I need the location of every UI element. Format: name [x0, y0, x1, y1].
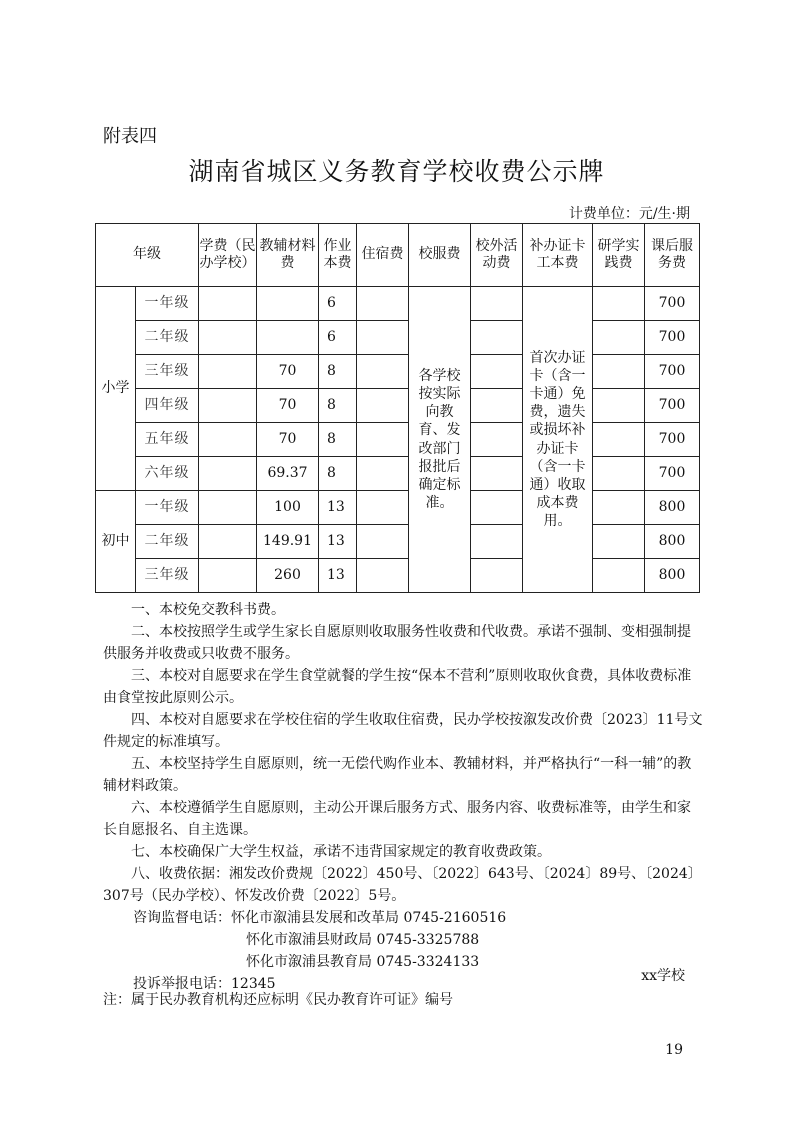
activity-cell: [471, 355, 523, 389]
card-note: 首次办证卡（含一卡通）免费，遗失或损坏补办证卡（含一卡通）收取成本费用。: [523, 287, 593, 593]
note-item: 七、本校确保广大学生权益，承诺不违背国家规定的教育收费政策。: [131, 844, 551, 860]
tuition-cell: [199, 423, 257, 457]
tuition-cell: [199, 287, 257, 321]
materials-cell: 69.37: [257, 457, 319, 491]
table-header-row: [96, 224, 700, 287]
appendix-label: 附表四: [103, 126, 157, 147]
activity-cell: [471, 491, 523, 525]
after-school-cell: 700: [645, 287, 700, 321]
after-school-cell: 700: [645, 355, 700, 389]
complaint-phone: 投诉举报电话：12345: [133, 976, 276, 992]
study-cell: [593, 457, 645, 491]
activity-cell: [471, 423, 523, 457]
note-item: 一、本校免交教科书费。: [131, 602, 285, 618]
homework-cell: 6: [319, 287, 357, 321]
header-homework: 作业本费: [319, 224, 357, 287]
activity-cell: [471, 321, 523, 355]
unit-label: 计费单位：元/生·期: [568, 206, 690, 222]
activity-cell: [471, 525, 523, 559]
header-materials: 教辅材料费: [257, 224, 319, 287]
materials-cell: 260: [257, 559, 319, 593]
homework-cell: 8: [319, 423, 357, 457]
note-item: 四、本校对自愿要求在学校住宿的学生收取住宿费，民办学校按溆发改价费〔2023〕11号文件规定的标准填写。: [103, 712, 703, 750]
table-row: [96, 355, 700, 389]
study-cell: [593, 321, 645, 355]
grade-cell: 三年级: [136, 559, 199, 593]
note-item: 二、本校按照学生或学生家长自愿原则收取服务性收费和代收费。承诺不强制、变相强制提供服务并收费或只收费不服务。: [103, 624, 691, 662]
page-number: 19: [665, 1042, 683, 1058]
header-card: 补办证卡工本费: [523, 224, 593, 287]
materials-cell: [257, 321, 319, 355]
table-row: [96, 287, 700, 321]
header-after-school: 课后服务费: [645, 224, 700, 287]
page-title: 湖南省城区义务教育学校收费公示牌: [188, 157, 605, 186]
lodging-cell: [357, 559, 409, 593]
table-row: [96, 491, 700, 525]
after-school-cell: 700: [645, 389, 700, 423]
study-cell: [593, 287, 645, 321]
uniform-note: 各学校按实际向教育、发改部门报批后确定标准。: [409, 287, 471, 593]
fee-table: [95, 223, 700, 593]
study-cell: [593, 525, 645, 559]
activity-cell: [471, 287, 523, 321]
header-study: 研学实践费: [593, 224, 645, 287]
tuition-cell: [199, 559, 257, 593]
activity-cell: [471, 457, 523, 491]
after-school-cell: 700: [645, 321, 700, 355]
note-item: 六、本校遵循学生自愿原则，主动公开课后服务方式、服务内容、收费标准等，由学生和家长自愿报名、自主选课。: [103, 800, 691, 838]
grade-cell: 四年级: [136, 389, 199, 423]
section-primary: 小学: [96, 287, 136, 491]
homework-cell: 13: [319, 491, 357, 525]
materials-cell: 149.91: [257, 525, 319, 559]
grade-cell: 一年级: [136, 287, 199, 321]
after-school-cell: 800: [645, 491, 700, 525]
header-lodging: 住宿费: [357, 224, 409, 287]
header-uniform: 校服费: [409, 224, 471, 287]
materials-cell: [257, 287, 319, 321]
footnote: 注：属于民办教育机构还应标明《民办教育许可证》编号: [103, 992, 453, 1008]
materials-cell: 70: [257, 355, 319, 389]
table-row: [96, 423, 700, 457]
header-grade: 年级: [96, 224, 199, 287]
materials-cell: 100: [257, 491, 319, 525]
section-junior: 初中: [96, 491, 136, 593]
grade-cell: 一年级: [136, 491, 199, 525]
after-school-cell: 700: [645, 457, 700, 491]
study-cell: [593, 389, 645, 423]
materials-cell: 70: [257, 389, 319, 423]
homework-cell: 13: [319, 559, 357, 593]
lodging-cell: [357, 321, 409, 355]
header-tuition: 学费（民办学校）: [199, 224, 257, 287]
lodging-cell: [357, 457, 409, 491]
activity-cell: [471, 559, 523, 593]
lodging-cell: [357, 491, 409, 525]
table-row: [96, 389, 700, 423]
header-activity: 校外活动费: [471, 224, 523, 287]
tuition-cell: [199, 491, 257, 525]
note-item: 八、收费依据：湘发改价费规〔2022〕450号、〔2022〕643号、〔2024〕89号、〔2024〕307号（民办学校）、怀发改价费〔2022〕5号。: [103, 866, 702, 904]
homework-cell: 6: [319, 321, 357, 355]
notes-section: [103, 599, 703, 995]
lodging-cell: [357, 355, 409, 389]
after-school-cell: 700: [645, 423, 700, 457]
tuition-cell: [199, 389, 257, 423]
tuition-cell: [199, 457, 257, 491]
activity-cell: [471, 389, 523, 423]
grade-cell: 二年级: [136, 321, 199, 355]
lodging-cell: [357, 389, 409, 423]
tuition-cell: [199, 321, 257, 355]
table-row: [96, 525, 700, 559]
note-item: 三、本校对自愿要求在学生食堂就餐的学生按“保本不营利”原则收取伙食费，具体收费标准由食堂按此原则公示。: [103, 668, 692, 706]
table-row: [96, 321, 700, 355]
table-row: [96, 457, 700, 491]
homework-cell: 13: [319, 525, 357, 559]
study-cell: [593, 423, 645, 457]
after-school-cell: 800: [645, 559, 700, 593]
study-cell: [593, 491, 645, 525]
tuition-cell: [199, 355, 257, 389]
grade-cell: 二年级: [136, 525, 199, 559]
materials-cell: 70: [257, 423, 319, 457]
note-item: 五、本校坚持学生自愿原则，统一无偿代购作业本、教辅材料，并严格执行“一科一辅”的教辅材料政策。: [103, 756, 692, 794]
tuition-cell: [199, 525, 257, 559]
grade-cell: 五年级: [136, 423, 199, 457]
after-school-cell: 800: [645, 525, 700, 559]
grade-cell: 三年级: [136, 355, 199, 389]
contact-line: [133, 907, 703, 929]
lodging-cell: [357, 287, 409, 321]
homework-cell: 8: [319, 355, 357, 389]
homework-cell: 8: [319, 389, 357, 423]
lodging-cell: [357, 525, 409, 559]
grade-cell: 六年级: [136, 457, 199, 491]
contact-label: 咨询监督电话：: [133, 910, 231, 926]
homework-cell: 8: [319, 457, 357, 491]
school-name: xx学校: [641, 968, 685, 984]
contact-phone: 怀化市溆浦县教育局 0745-3324133: [246, 954, 480, 970]
table-row: [96, 559, 700, 593]
contact-phone: 怀化市溆浦县财政局 0745-3325788: [246, 932, 480, 948]
lodging-cell: [357, 423, 409, 457]
study-cell: [593, 559, 645, 593]
contact-phone: 怀化市溆浦县发展和改革局 0745-2160516: [231, 910, 507, 926]
study-cell: [593, 355, 645, 389]
